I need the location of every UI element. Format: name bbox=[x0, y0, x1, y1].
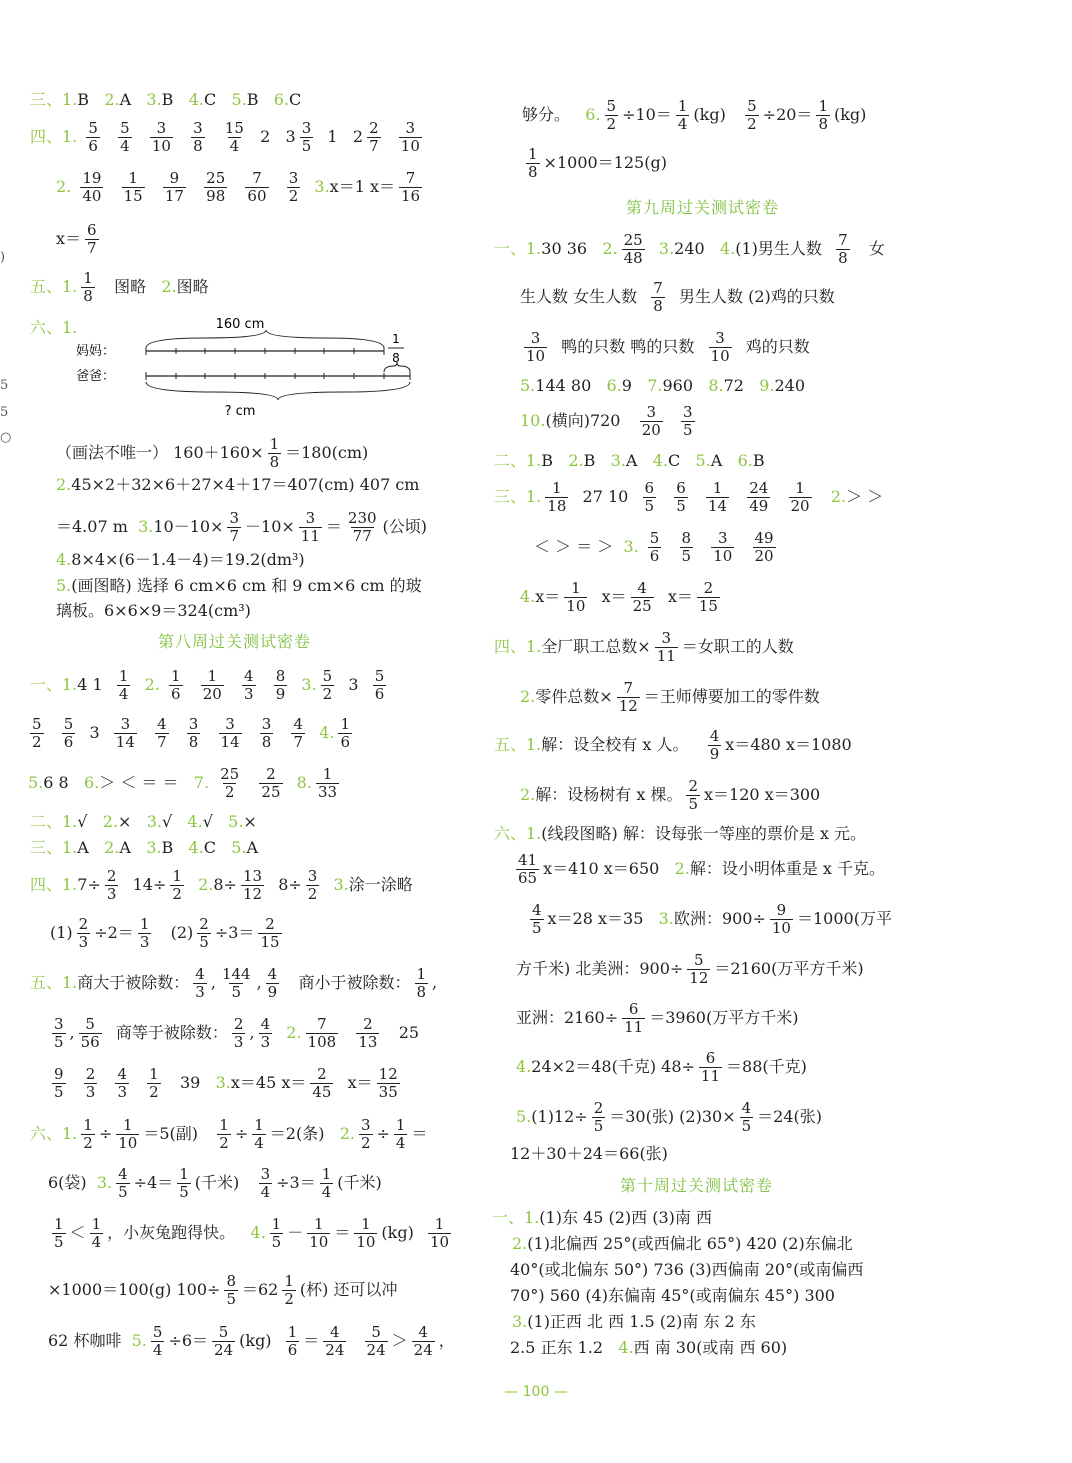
answer-line: 10.(横向)720 $\frac{3}{20}$ $\frac{3}{5}$ bbox=[520, 403, 693, 439]
answer-line: ＝4.07 m 3.10－10× $\frac{3}{7}$ －10× $\frac{3}{11}$ ＝ $\frac{230}{77}$ (公顷) bbox=[56, 509, 428, 545]
answer-line: $\frac{3}{5}$ , $\frac{5}{56}$ 商等于被除数： $\frac{2}{3}$ , $\frac{4}{3}$ 2. $\frac{7}{108}$ $\frac{2}{13}$ 25 bbox=[54, 1015, 420, 1051]
fraction: $\frac{5}{6}$ bbox=[88, 119, 98, 155]
answer-line: 5.(画图略) 选择 6 cm×6 cm 和 9 cm×6 cm 的玻 bbox=[56, 576, 422, 595]
answer-line: 4.24×2＝48(千克) 48÷ $\frac{6}{11}$ ＝88(千克) bbox=[516, 1049, 807, 1085]
diagram-frac-num: 1 bbox=[392, 332, 400, 346]
diagram-bottom-label: ? cm bbox=[224, 404, 256, 419]
answer-line: ＜ ＞ ＝ ＞ 3. $\frac{5}{6}$ $\frac{8}{5}$ $\frac{3}{10}$ $\frac{49}{20}$ bbox=[534, 529, 774, 565]
answer-line: 6(袋) 3. $\frac{4}{5}$ ÷4＝ $\frac{1}{5}$ (千米) $\frac{3}{4}$ ÷3＝ $\frac{1}{4}$ (千米) bbox=[48, 1165, 382, 1201]
answer-line: 一、1.30 36 2. $\frac{25}{48}$ 3.240 4.(1)男生人数 $\frac{7}{8}$ 女 bbox=[494, 231, 885, 267]
fraction: $\frac{15}{4}$ bbox=[224, 119, 244, 155]
diagram-frac-den: 8 bbox=[392, 351, 400, 365]
answer-line: 2.零件总数× $\frac{7}{12}$ ＝王师傅要加工的零件数 bbox=[520, 679, 820, 715]
answer-line: 五、1.商大于被除数： $\frac{4}{3}$ , $\frac{144}{5}$ , $\frac{4}{9}$ 商小于被除数： $\frac{1}{8}$ , bbox=[30, 965, 438, 1001]
answer-line: 2.5 正东 1.2 4.西 南 30(或南 西 60) bbox=[510, 1338, 788, 1357]
answer-line: $\frac{41}{65}$ x＝410 x＝650 2.解：设小明体重是 x 千克。 bbox=[518, 851, 886, 887]
answer-line: $\frac{4}{5}$ x＝28 x＝35 3.欧洲：900÷ $\frac{9}{10}$ ＝1000(万平 bbox=[532, 901, 892, 937]
answer-line: 40°(或北偏东 50°) 736 (3)西偏南 20°(或南偏西 bbox=[510, 1260, 864, 1279]
answer-line: 70°) 560 (4)东偏南 45°(或南偏东 45°) 300 bbox=[510, 1286, 835, 1305]
answer-line: 5.144 80 6.9 7.960 8.72 9.240 bbox=[520, 376, 806, 395]
answer-line: 六、1.(线段图略) 解：设每张一等座的票价是 x 元。 bbox=[494, 824, 867, 843]
answer-line: 2.解：设杨树有 x 棵。 $\frac{2}{5}$ x＝120 x＝300 bbox=[520, 777, 821, 813]
fraction: $\frac{2}{7}$ bbox=[369, 119, 379, 155]
section-title: 第九周过关测试密卷 bbox=[626, 198, 780, 217]
answer-line: $\frac{1}{8}$ ×1000＝125(g) bbox=[528, 145, 667, 181]
fraction: $\frac{3}{5}$ bbox=[301, 119, 312, 155]
answer-line: 四、1. $\frac{5}{6}$ $\frac{5}{4}$ $\frac{3}{10}$ $\frac{3}{8}$ $\frac{15}{4}$ 2 3 $\frac{3}{5}$ 1 2 $\frac{2}{7}$ $\frac{3}{10}$ bbox=[30, 119, 420, 155]
fraction: $\frac{3}{10}$ bbox=[400, 119, 420, 155]
answer-line: $\frac{3}{10}$ 鸭的只数 鸭的只数 $\frac{3}{10}$ 鸡的只数 bbox=[526, 329, 810, 365]
fraction: $\frac{5}{4}$ bbox=[120, 119, 130, 155]
margin-mark: ) bbox=[0, 250, 6, 265]
answer-line: ×1000＝100(g) 100÷ $\frac{8}{5}$ ＝62 $\frac{1}{2}$ (杯) 还可以冲 bbox=[48, 1272, 398, 1308]
answer-line: 4.8×4×(6－1.4－4)＝19.2(dm³) bbox=[56, 550, 305, 569]
answer-line: 五、1.解：设全校有 x 人。 $\frac{4}{9}$ x＝480 x＝1080 bbox=[494, 727, 852, 763]
answer-line: 一、1.4 1 $\frac{1}{4}$ 2. $\frac{1}{6}$ $\frac{1}{20}$ $\frac{4}{3}$ $\frac{8}{9}$ 3. $\frac{5}{2}$ 3 $\frac{5}{6}$ bbox=[30, 667, 385, 703]
margin-mark: ○ bbox=[0, 430, 12, 445]
answer-line: 2. $\frac{19}{40}$ $\frac{1}{15}$ $\frac{9}{17}$ $\frac{25}{98}$ $\frac{7}{60}$ $\frac{3}{2}$ 3.x＝1 x＝ $\frac{7}{16}$ bbox=[56, 169, 421, 205]
answer-line: 2.(1)北偏西 25°(或西偏北 65°) 420 (2)东偏北 bbox=[512, 1234, 853, 1253]
answer-line: 亚洲：2160÷ $\frac{6}{11}$ ＝3960(万平方千米) bbox=[516, 1000, 799, 1036]
answer-line: 六、1. bbox=[30, 318, 78, 337]
answer-line: 够分。 6. $\frac{5}{2}$ ÷10＝ $\frac{1}{4}$ (kg) $\frac{5}{2}$ ÷20＝ $\frac{1}{8}$ (kg) bbox=[522, 97, 867, 133]
answer-line: 五、1. $\frac{1}{8}$ 图略 2.图略 bbox=[30, 269, 209, 305]
answer-line: 四、1.7÷ $\frac{2}{3}$ 14÷ $\frac{1}{2}$ 2.8÷ $\frac{13}{12}$ 8÷ $\frac{3}{2}$ 3.涂一涂略 bbox=[30, 867, 413, 903]
answer-line: 3.(1)正西 北 西 1.5 (2)南 东 2 东 bbox=[512, 1312, 756, 1331]
answer-line: 四、1.全厂职工总数× $\frac{3}{11}$ ＝女职工的人数 bbox=[494, 629, 794, 665]
answer-line: (1) $\frac{2}{3}$ ÷2＝ $\frac{1}{3}$ (2) $\frac{2}{5}$ ÷3＝ $\frac{2}{15}$ bbox=[50, 915, 280, 951]
diagram-row2-label: 爸爸： bbox=[76, 369, 116, 384]
answer-line: 生人数 女生人数 $\frac{7}{8}$ 男生人数 (2)鸡的只数 bbox=[520, 279, 835, 315]
answer-line: 三、1.B 2.A 3.B 4.C 5.B 6.C bbox=[30, 90, 302, 109]
answer-line: x＝ $\frac{6}{7}$ bbox=[56, 221, 97, 257]
answer-line: 一、1.(1)东 45 (2)西 (3)南 西 bbox=[492, 1208, 712, 1227]
answer-line: （画法不唯一） 160＋160× $\frac{1}{8}$ ＝180(cm) bbox=[56, 435, 369, 471]
section-title: 第十周过关测试密卷 bbox=[620, 1176, 774, 1195]
answer-line: 方千米) 北美洲：900÷ $\frac{5}{12}$ ＝2160(万平方千米) bbox=[516, 951, 864, 987]
answer-line: 5.(1)12÷ $\frac{2}{5}$ ＝30(张) (2)30× $\frac{4}{5}$ ＝24(张) bbox=[516, 1099, 823, 1135]
margin-mark: 5 bbox=[0, 405, 9, 420]
answer-line: 4.x＝ $\frac{1}{10}$ x＝ $\frac{4}{25}$ x＝ $\frac{2}{15}$ bbox=[520, 579, 718, 615]
answer-line: 二、1.B 2.B 3.A 4.C 5.A 6.B bbox=[494, 451, 765, 470]
answer-line: 62 杯咖啡 5. $\frac{5}{4}$ ÷6＝ $\frac{5}{24}$ (kg) $\frac{1}{6}$ ＝ $\frac{4}{24}$ $\frac{5}{24}$ ＞ $\frac{4}{24}$ ， bbox=[48, 1323, 455, 1359]
segment-diagram bbox=[74, 312, 414, 420]
section-title: 第八周过关测试密卷 bbox=[158, 632, 312, 651]
answer-line: 璃板。6×6×9＝324(cm³) bbox=[56, 601, 251, 620]
answer-line: $\frac{5}{2}$ $\frac{5}{6}$ 3 $\frac{3}{14}$ $\frac{4}{7}$ $\frac{3}{8}$ $\frac{3}{14}$ $\frac{3}{8}$ $\frac{4}{7}$ 4. $\frac{1}{6}$ bbox=[32, 715, 351, 751]
answer-line: 12＋30＋24＝66(张) bbox=[510, 1144, 668, 1163]
fraction: $\frac{3}{8}$ bbox=[193, 119, 203, 155]
fraction: $\frac{3}{10}$ bbox=[151, 119, 171, 155]
diagram-top-label: 160 cm bbox=[215, 317, 265, 332]
diagram-row1-label: 妈妈： bbox=[76, 344, 116, 359]
page-number: — 100 — bbox=[504, 1384, 568, 1400]
answer-line: 六、1. $\frac{1}{2}$ ÷ $\frac{1}{10}$ ＝5(副) $\frac{1}{2}$ ÷ $\frac{1}{4}$ ＝2(条) 2. $\frac{3}{2}$ ÷ $\frac{1}{4}$ ＝ bbox=[30, 1116, 428, 1152]
answer-line: $\frac{9}{5}$ $\frac{2}{3}$ $\frac{4}{3}$ $\frac{1}{2}$ 39 3.x＝45 x＝ $\frac{2}{45}$ x＝ $\frac{12}{35}$ bbox=[54, 1065, 398, 1101]
answer-line: 三、1.A 2.A 3.B 4.C 5.A bbox=[30, 838, 259, 857]
answer-line: 5.6 8 6.＞ ＜ ＝ ＝ 7. $\frac{25}{2}$ $\frac{2}{25}$ 8. $\frac{1}{33}$ bbox=[28, 765, 338, 801]
answer-line: $\frac{1}{5}$ ＜ $\frac{1}{4}$ ，小灰兔跑得快。 4. $\frac{1}{5}$ － $\frac{1}{10}$ ＝ $\frac{1}{10}$ (kg) $\frac{1}{10}$ bbox=[54, 1215, 450, 1251]
answer-line: 三、1. $\frac{1}{18}$ 27 10 $\frac{6}{5}$ $\frac{6}{5}$ $\frac{1}{14}$ $\frac{24}{49}$ $\frac{1}{20}$ 2.＞ ＞ bbox=[494, 479, 884, 515]
answer-line: 2.45×2＋32×6＋27×4＋17＝407(cm) 407 cm bbox=[56, 475, 420, 494]
answer-line: 二、1.√ 2.× 3.√ 4.√ 5.× bbox=[30, 812, 257, 831]
margin-mark: 5 bbox=[0, 378, 9, 393]
